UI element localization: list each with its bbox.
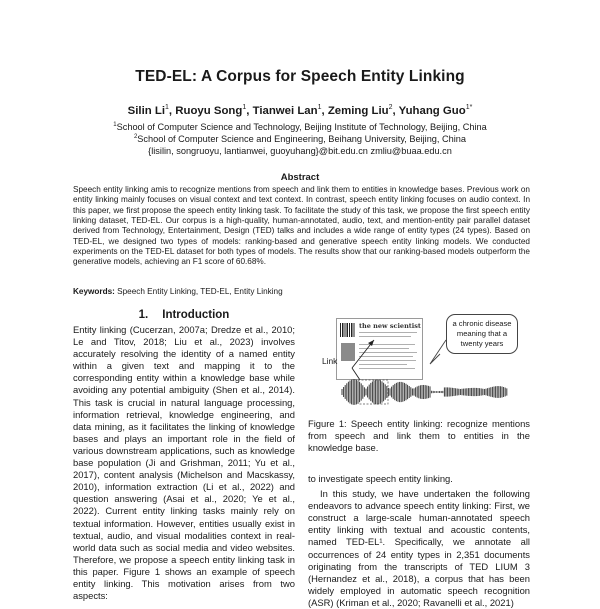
affiliation-1: $^1$School of Computer Science and Technology, Beijing Institute of Technology, Beijing, China xyxy=(113,122,487,133)
paper-title: TED-EL: A Corpus for Speech Entity Linking xyxy=(135,68,465,85)
author-list: Silin Li$^1$, Ruoyu Song$^1$, Tianwei Lan$^1$, Zeming Liu$^2$, Yuhang Guo$^{1*}$ xyxy=(127,104,473,117)
abstract-text: Speech entity linking amis to recognize mentions from speech and link them to entities in knowledge bases. Previous work on entity linking mainly focuses on visual context and text context. In contrast, speech entity linking focuses on audio context. In this paper, we first propose the speech entity linking task. To facilitate the study of this task, we propose the first speech entity linking dataset, TED-EL. Our corpus is a high-quality, human-annotated, audio, text, and mention-entity pair parallel dataset derived from Technology, Entertainment, Design (TED) talks and includes a wide range of entity types (24 types). Based on TED-EL, we designed two types of models: ranking-based and generative speech entity linking models. We conducted experiments on the TED-EL dataset for both types of models. The results show that our ranking-based models outperform the generative models, achieving an F1 score of 60.68%. xyxy=(73,185,530,267)
link-connector xyxy=(352,368,360,380)
link-label: Link xyxy=(322,356,338,366)
figure-graphics xyxy=(312,312,528,412)
abstract-heading: Abstract xyxy=(280,172,320,183)
author: Zeming Liu$^2$ xyxy=(327,104,393,117)
author-emails: {lisilin, songruoyu, lantianwei, guoyuhang}@bit.edu.cn zmliu@buaa.edu.cn xyxy=(148,146,452,156)
author: Silin Li$^1$ xyxy=(127,104,169,117)
link-arrowhead xyxy=(368,340,374,346)
speech-waveform xyxy=(342,379,507,405)
author: Tianwei Lan$^1$ xyxy=(252,104,322,117)
intro-paragraph: In this study, we have undertaken the following endeavors to advance speech entity linking: First, we construct a large-scale human-annotated speech entity linking with textual and acoustic contents, named TED-EL¹. Specifically, we annotate all occurrences of 24 entity types in 2,351 documents originating from the transcripts of TED LIUM 3 (Hernandez et al., 2018), a corpus that has been widely employed in automatic speech recognition (ASR) (Kriman et al., 2020; Ravanelli et al., 2021) xyxy=(308,488,530,608)
intro-paragraph: to investigate speech entity linking. xyxy=(308,473,453,484)
intro-paragraph: Entity linking (Cucerzan, 2007a; Dredze et al., 2010; Le and Titov, 2018; Liu et al., 2023) involves accurately resolving the identity of a named entity within a given text and mapping it to the corresponding entity within a knowledge base while avoiding any potential ambiguity (Shen et al., 2014). This task is crucial in natural language processing, information retrieval, knowledge engineering, and data mining, as it facilitates the linking of knowledge bases and plays an important role in the field of various downstream applications, such as knowledge base population (Ji and Grishman, 2011; Yu et al., 2017), content analysis (Michelson and Macskassy, 2010), information extraction (Li et al., 2022) and question answering (Asai et al., 2020; Ye et al., 2022). Current entity linking tasks mainly rely on textual information. However, entities usually exist in textual, audio, and visual modalities context in real-world data such as social media and video websites. Therefore, we propose a speech entity linking task in this paper. Figure 1 shows an example of speech entity linking. This motivation arises from two aspects: xyxy=(73,324,295,602)
author: Yuhang Guo$^{1*}$ xyxy=(398,104,473,117)
author: Ruoyu Song$^1$ xyxy=(175,104,247,117)
section-title: Introduction xyxy=(162,309,230,321)
keywords-text: Speech Entity Linking, TED-EL, Entity Linking xyxy=(117,287,283,296)
figure-1 xyxy=(312,312,528,412)
section-heading xyxy=(73,309,295,321)
intro-left-column xyxy=(73,324,295,600)
bubble-tail xyxy=(430,340,446,364)
intro-right-column xyxy=(308,473,530,608)
affiliation-2: $^2$School of Computer Science and Engineering, Beihang University, Beijing, China xyxy=(133,134,467,145)
news-title: the new scientist xyxy=(359,322,421,330)
speech-bubble: a chronic disease meaning that a twenty years xyxy=(446,314,518,354)
figure-caption: Figure 1: Speech entity linking: recognize mentions from speech and link them to entities in the knowledge base. xyxy=(308,418,530,454)
keywords xyxy=(73,287,530,296)
section-number: 1. xyxy=(138,309,149,321)
keywords-label: Keywords: xyxy=(73,287,115,296)
